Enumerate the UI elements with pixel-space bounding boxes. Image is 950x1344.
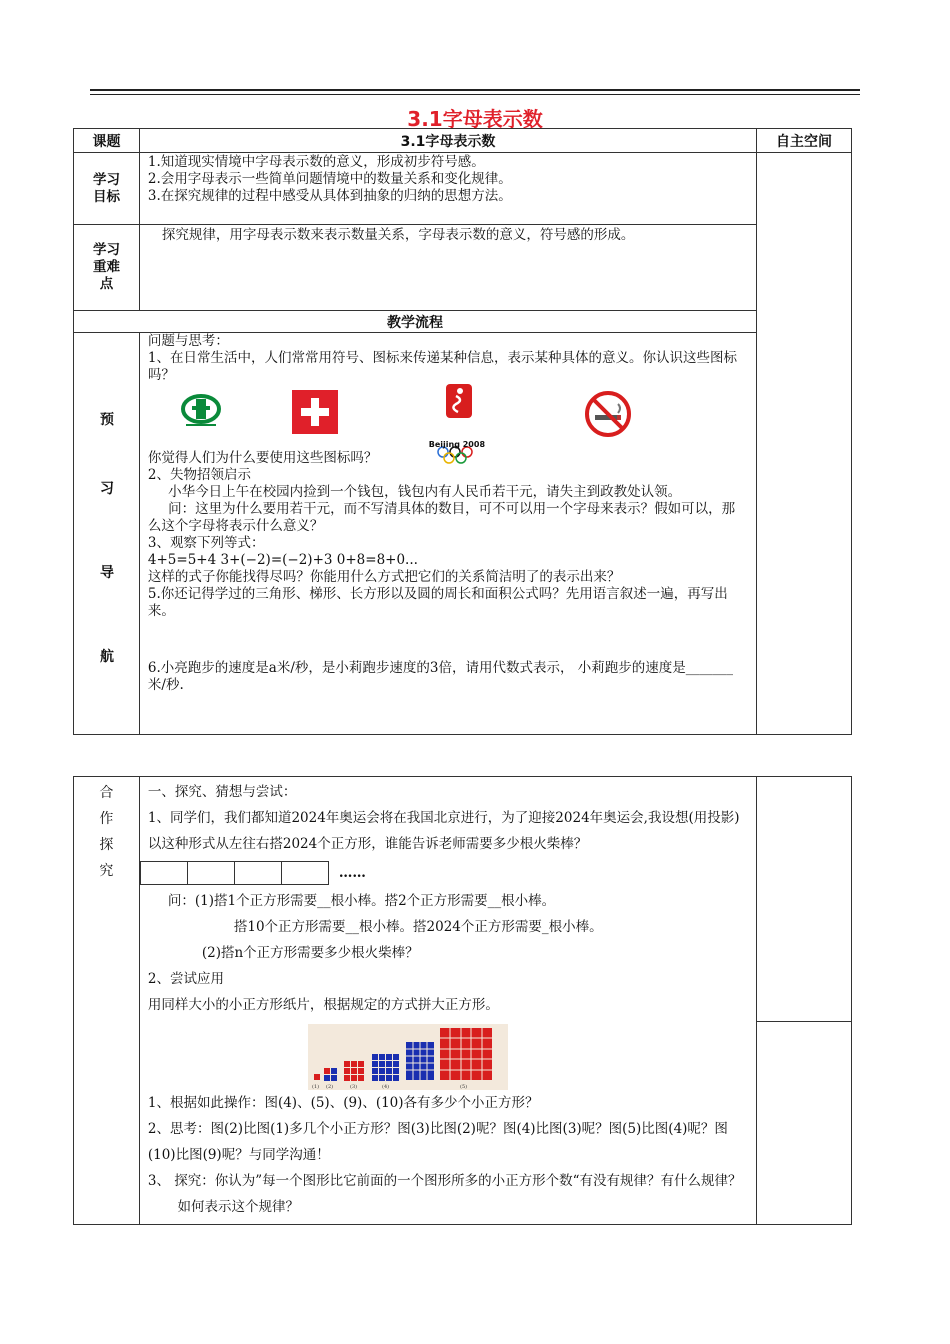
side-space xyxy=(757,153,852,735)
r3: 3、 探究：你认为”每一个图形比它前面的一个图形所多的小正方形个数“有没有规律？有什么规律？如何表示这个规律？ xyxy=(147,1173,742,1215)
top-rule-thin xyxy=(90,94,860,95)
preview-q2-text: 小华今日上午在校园内捡到一个钱包，钱包内有人民币若干元，请失主到政教处认领。 xyxy=(168,484,682,500)
r1: 1、根据如此操作：图(4)、(5)、(9)、(10)各有多少个小正方形？ xyxy=(147,1095,539,1111)
goal-1: 1.知道现实情境中字母表示数的意义，形成初步符号感。 xyxy=(147,154,485,170)
explore-table xyxy=(73,776,852,1225)
preview-q3-ask: 这样的式子你能找得尽吗？你能用什么方式把它们的关系简洁明了的表示出来？ xyxy=(147,569,621,585)
preview-q5: 5.你还记得学过的三角形、梯形、长方形以及圆的周长和面积公式吗？先用语言叙述一遍，再写出来。 xyxy=(147,586,728,619)
ask-2: (2)搭n个正方形需要多少根火柴棒？ xyxy=(201,945,419,961)
square xyxy=(187,861,234,885)
lesson-table xyxy=(73,128,852,735)
square xyxy=(281,861,329,885)
key-text: 探究规律，用字母表示数来表示数量关系，字母表示数的意义，符号感的形成。 xyxy=(139,225,756,311)
key-label: 学习 重难 点 xyxy=(74,225,140,311)
header-side: 自主空间 xyxy=(757,129,852,153)
swiss-cross-icon xyxy=(292,390,338,434)
side-space-top xyxy=(757,777,852,1022)
preview-q6: 6.小亮跑步的速度是a米/秒，是小莉跑步速度的3倍，请用代数式表示， 小莉跑步的速度是_______米/秒. xyxy=(147,660,734,693)
preview-q2-title: 2、失物招领启示 xyxy=(147,467,251,483)
preview-q2-ask: 问：这里为什么要用若干元，而不写清具体的数目，可不可以用一个字母来表示？假如可以，那么这个字母将表示什么意义？ xyxy=(147,501,736,534)
header-label: 课题 xyxy=(74,129,140,153)
s1-text: 1、同学们，我们都知道2024年奥运会将在我国北京进行，为了迎接2024年奥运会,我设想(用投影)以这种形式从左往右搭2024个正方形，谁能告诉老师需要多少根火柴棒？ xyxy=(147,810,740,852)
fig-label: (2) xyxy=(325,1084,333,1090)
preview-q3-title: 3、观察下列等式： xyxy=(147,535,265,551)
ask-1: 问：(1)搭1个正方形需要__根小棒。搭2个正方形需要__根小棒。 xyxy=(167,893,556,909)
s1-title: 一、探究、猜想与尝试： xyxy=(147,784,297,800)
beijing-2008-olympic-icon xyxy=(426,382,490,466)
square xyxy=(140,861,187,885)
dots: …… xyxy=(338,865,366,881)
ask-1b: 搭10个正方形需要__根小棒。搭2024个正方形需要_根小棒。 xyxy=(233,919,603,935)
goals-label: 学习 目标 xyxy=(74,153,140,225)
icon-row xyxy=(148,390,748,450)
preview-q1: 1、在日常生活中，人们常常用符号、图标来传递某种信息，表示某种具体的意义。你认识这些图标吗？ xyxy=(147,350,737,383)
preview-label: 预 习 导 航 xyxy=(74,333,140,735)
preview-intro: 问题与思考： xyxy=(147,333,229,349)
matchstick-squares xyxy=(140,860,748,886)
page-title: 3.1字母表示数 xyxy=(407,107,543,131)
fig-label: (1) xyxy=(311,1084,319,1090)
explore-label: 合 作 探 究 xyxy=(74,777,140,1225)
side-space-bottom xyxy=(757,1022,852,1225)
square-pattern-figure xyxy=(308,1024,508,1090)
s2-text: 用同样大小的小正方形纸片，根据规定的方式拼大正方形。 xyxy=(147,997,499,1013)
no-smoking-icon xyxy=(584,390,632,438)
bank-logo-icon xyxy=(178,394,224,428)
goals-cell xyxy=(139,153,756,225)
fig-label: (5) xyxy=(459,1084,467,1090)
goal-2: 2.会用字母表示一些简单问题情境中的数量关系和变化规律。 xyxy=(147,171,512,187)
header-topic: 3.1字母表示数 xyxy=(139,129,756,153)
r2: 2、思考：图(2)比图(1)多几个小正方形？图(3)比图(2)呢？图(4)比图(3)呢？图(5)比图(4)呢？图(10)比图(9)呢？与同学沟通！ xyxy=(147,1121,728,1163)
flow-label: 教学流程 xyxy=(74,311,757,333)
square xyxy=(234,861,281,885)
explore-cell xyxy=(139,777,756,1225)
preview-q3-eq: 4+5=5+4 3+(−2)=(−2)+3 0+8=8+0... xyxy=(147,552,418,568)
fig-label: (4) xyxy=(381,1084,389,1090)
top-rule xyxy=(90,89,860,91)
preview-q1b: 你觉得人们为什么要使用这些图标吗？ xyxy=(147,450,378,466)
fig-label: (3) xyxy=(349,1084,357,1090)
goal-3: 3.在探究规律的过程中感受从具体到抽象的归纳的思想方法。 xyxy=(147,188,512,204)
preview-cell xyxy=(139,333,756,735)
olympic-text: Beijing 2008 xyxy=(428,440,486,449)
s2-title: 2、尝试应用 xyxy=(147,971,224,987)
